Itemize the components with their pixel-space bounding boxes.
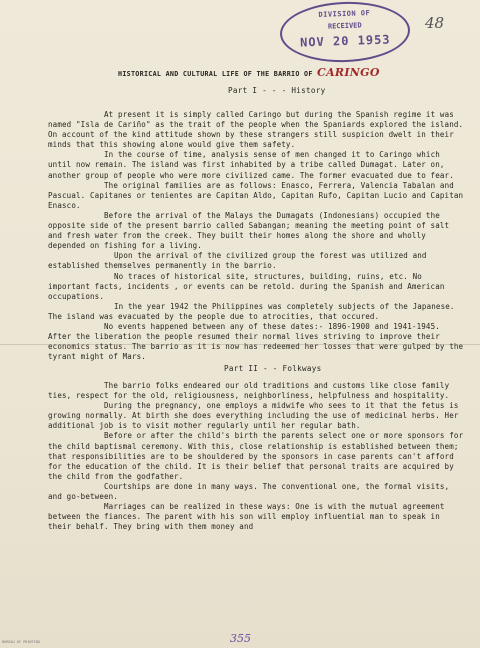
paragraph: The barrio folks endeared our old traditions and customs like close family ties, respect for the old, religiousness, neighborliness, helpfulness and hospitality.: [48, 381, 450, 401]
stamp-date: NOV 20 1953: [299, 32, 391, 50]
paragraph: Before the arrival of the Malays the Dumagats (Indonesians) occupied the opposite side of the present barrio called Sabangan; meaning the meeting point of salt and fresh water from the creek. They built their homes along the shore and wholly depended on fishing for a living.: [48, 210, 450, 251]
stamp-received-text: RECEIVED: [327, 21, 362, 31]
paragraph: The original families are as follows: Enasco, Ferrera, Valencia Tabalan and Pascual. Capitanes or tenientes are Capitan Aldo, Capitan Rufo, Capitan Lucio and Capitan Enasco.: [48, 180, 464, 210]
part2-body: [48, 381, 464, 532]
folio-number: 355: [230, 632, 251, 645]
part2-heading: Part II - - Folkways: [224, 364, 322, 373]
paragraph: At present it is simply called Caringo but during the Spanish regime it was named "Isla de Cariño" as the trait of the people when the Spaniards explored the island. On account of the kind attitude shown by these strangers still suspicion dwelt in their minds that this showing alone would give them safety.: [48, 110, 464, 150]
paragraph: No events happened between any of these dates:- 1896-1900 and 1941-1945. After the liberation the people resumed their normal lives striving to improve their economics status. The barrio as it is now has redeemed her losses that were gulped by the tyrant might of Mars.: [48, 321, 464, 362]
title-typed: HISTORICAL AND CULTURAL LIFE OF THE BARRIO OF: [118, 70, 313, 78]
paragraph: In the year 1942 the Philippines was completely subjects of the Japanese. The island was evacuated by the people due to atrocities, that occured.: [48, 301, 455, 321]
stamp-division-text: DIVISION OF: [318, 9, 371, 19]
paragraph: During the pregnancy, one employs a midwife who sees to it that the fetus is growing normally. At birth she does everything including the use of medicinal herbs. Her additional job is to visit mother regularly until her regular bath.: [48, 401, 459, 431]
page-title: [118, 66, 438, 79]
received-stamp: [279, 0, 411, 64]
paragraph: Upon the arrival of the civilized group the forest was utilized and established themselves permanently in the barrio.: [48, 251, 427, 271]
paragraph: Marriages can be realized in these ways: One is with the mutual agreement between the fiances. The parent with his son will employ influential man to speak in their behalf. They bring with them money and: [48, 502, 445, 532]
page-fold: [0, 344, 480, 345]
paragraph: Before or after the child's birth the parents select one or more sponsors for the child baptismal ceremony. With this, close relationship is established between them; that responsibilities are to be shouldered by the sponsors in case parents can't afford for the education of the child. It is their belief that personal traits are acquired by the child from the godfather.: [48, 431, 464, 481]
paragraph: In the course of time, analysis sense of men changed it to Caringo which until now remain. The island was first inhabited by a tribe called Dumagat. Later on, another group of people who were more civilized came. The former evacuated due to fear.: [48, 150, 454, 180]
part1-heading: Part I - - - History: [228, 86, 326, 95]
page-number: 48: [425, 14, 445, 32]
title-handwritten: CARINGO: [317, 66, 380, 79]
paragraph: Courtships are done in many ways. The conventional one, the formal visits, and go-between.: [48, 481, 450, 502]
printer-imprint: BUREAU OF PRINTING: [2, 640, 40, 644]
part1-body: [48, 110, 464, 362]
paragraph: No traces of historical site, structures, building, ruins, etc. No important facts, incidents , or events can be retold. during the Spanish and American occupations.: [48, 271, 445, 301]
